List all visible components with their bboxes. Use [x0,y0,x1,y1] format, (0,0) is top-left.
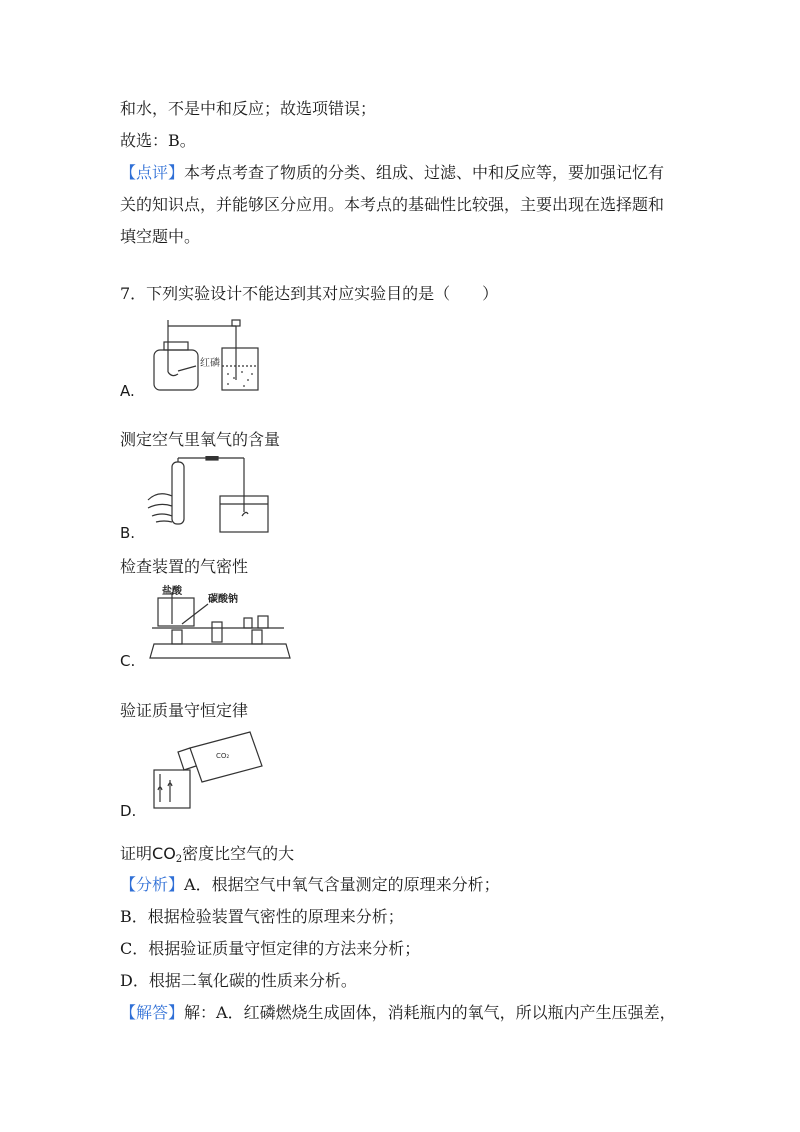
analysis-line-2: B．根据检验装置气密性的原理来分析； [120,907,404,926]
option-d-caption-pre: 证明 [120,844,153,863]
analysis-line-3: C．根据验证质量守恒定律的方法来分析； [120,939,421,958]
co2-bottle-label: CO₂ [216,752,230,760]
analysis-line-4: D．根据二氧化碳的性质来分析。 [120,971,357,990]
option-d-caption-post: 密度比空气的大 [182,844,295,863]
comment-line-1 [120,162,664,184]
airtightness-check-figure [146,456,272,536]
co2-pouring-figure [150,728,268,810]
comment-tag: 【点评】 [120,163,185,182]
option-b-label: B. [120,524,136,542]
red-phosphorus-apparatus-figure [148,316,288,396]
question-stem: 7．下列实验设计不能达到其对应实验目的是（ ） [120,284,499,303]
prev-line-2: 故选：B。 [120,131,196,150]
sodium-carbonate-label: 碳酸钠 [208,594,238,605]
hydrochloric-acid-label: 盐酸 [162,586,182,597]
option-d-caption [120,843,294,871]
comment-line-2: 关的知识点，并能够区分应用。本考点的基础性比较强，主要出现在选择题和 [120,195,665,214]
analysis-text-1: A．根据空气中氧气含量测定的原理来分析； [184,875,500,894]
option-d-label: D. [120,802,137,820]
balance-figure [148,584,296,664]
option-a-caption: 测定空气里氧气的含量 [120,430,281,449]
answer-line-1 [120,1002,676,1024]
answer-tag: 【解答】 [120,1003,185,1022]
analysis-line-1 [120,874,500,896]
analysis-tag: 【分析】 [120,875,185,894]
red-phosphorus-label: 红磷 [200,358,220,369]
option-c-label: C. [120,652,136,670]
option-d-caption-co: CO [152,844,176,863]
answer-text-1: 解：A．红磷燃烧生成固体，消耗瓶内的氧气，所以瓶内产生压强差， [184,1003,676,1022]
option-a-label: A. [120,382,135,400]
option-c-caption: 验证质量守恒定律 [120,701,249,720]
option-b-caption: 检查装置的气密性 [120,557,249,576]
option-d-caption-sub: 2 [175,854,183,865]
comment-line-3: 填空题中。 [120,227,201,246]
prev-line-1: 和水，不是中和反应；故选项错误； [120,99,377,118]
comment-text-1: 本考点考查了物质的分类、组成、过滤、中和反应等，要加强记忆有 [184,163,665,182]
